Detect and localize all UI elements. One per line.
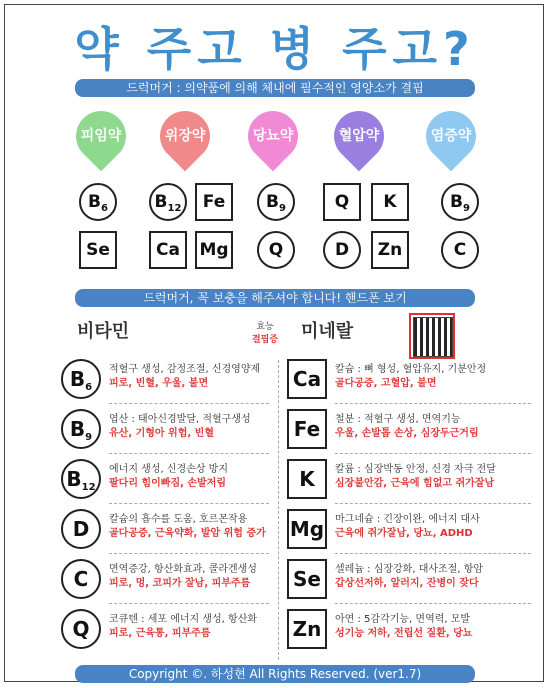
mineral-icon: Zn [287, 609, 327, 649]
column-divider [278, 360, 280, 660]
deficit-text: 갑상선저하, 알러지, 잔병이 잦다 [335, 578, 479, 589]
nutrient-badge: Q [323, 183, 361, 221]
nutrient-badge: $B_9$ [257, 183, 295, 221]
qr-code-icon[interactable] [413, 317, 453, 357]
vitamin-icon: D [61, 509, 101, 549]
deficit-text: 심장불안감, 근육에 힘없고 쥐가잘남 [335, 478, 495, 489]
deficit-text: 근육에 쥐가잘남, 당뇨, ADHD [335, 528, 473, 539]
nutrient-badge: Se [79, 231, 117, 269]
effect-text: 에너지 생성, 신경손상 방지 [109, 464, 228, 475]
effect-text: 철분 : 적혈구 생성, 면역기능 [335, 414, 461, 425]
drug-label: 피임약 [80, 128, 122, 144]
vitamin-icon: $B_{12}$ [61, 459, 101, 499]
nutrient-badge: Mg [195, 231, 233, 269]
footer: Copyright ©. 하성현 All Rights Reserved. (ver1.7) [75, 665, 475, 683]
mineral-icon: Fe [287, 409, 327, 449]
mineral-icon: Ca [287, 359, 327, 399]
nutrient-badge: Zn [371, 231, 409, 269]
effect-text: 적혈구 생성, 감정조절, 신경영양제 [109, 364, 261, 375]
divider [335, 553, 531, 554]
effect-text: 아연 : 5감각기능, 면역력, 모발 [335, 614, 471, 625]
effect-text: 코큐텐 : 세포 에너지 생성, 항산화 [109, 614, 258, 625]
mineral-item [335, 413, 539, 441]
mineral-item [335, 513, 539, 541]
banner-top: 드럭머거 : 의약품에 의해 체내에 필수적인 영양소가 결핍 [75, 79, 475, 97]
vitamin-item [109, 613, 275, 641]
drug-pin-1 [67, 105, 135, 173]
deficit-text: 피로, 빈혈, 우울, 불면 [109, 378, 209, 389]
mineral-item [335, 463, 539, 491]
deficit-text: 골다공증, 근육약화, 발암 위험 증가 [109, 528, 266, 539]
nutrient-badge: C [441, 231, 479, 269]
vitamin-item [109, 363, 275, 391]
effect-text: 칼륨 : 심장박동 안정, 신경 자극 전달 [335, 464, 496, 475]
nutrient-badge: Ca [149, 231, 187, 269]
effect-text: 엽산 : 태아신경발달, 적혈구생성 [109, 414, 251, 425]
legend-deficit: 결핍증 [251, 335, 279, 345]
divider [335, 453, 531, 454]
nutrient-badge: $B_6$ [79, 183, 117, 221]
divider [109, 553, 269, 554]
mineral-icon: K [287, 459, 327, 499]
divider [109, 503, 269, 504]
vitamin-item [109, 413, 275, 441]
divider [109, 403, 269, 404]
drug-pin-5 [417, 105, 485, 173]
mineral-icon: Se [287, 559, 327, 599]
deficit-text: 팔다리 힘이빠짐, 손발저림 [109, 478, 227, 489]
mineral-icon: Mg [287, 509, 327, 549]
effect-text: 셀레늄 : 심장강화, 대사조절, 항암 [335, 564, 484, 575]
vitamin-icon: $B_6$ [61, 359, 101, 399]
deficit-text: 골다공증, 고혈압, 불면 [335, 378, 437, 389]
effect-text: 칼슘의 흡수를 도움, 호르몬작용 [109, 514, 248, 525]
deficit-text: 피로, 근육통, 피부주름 [109, 628, 211, 639]
drug-label: 위장약 [164, 128, 206, 144]
mineral-item [335, 363, 539, 391]
deficit-text: 우울, 손발톱 손상, 심장두근거림 [335, 428, 479, 439]
vitamin-icon: $B_9$ [61, 409, 101, 449]
nutrient-badge: Q [257, 231, 295, 269]
page-title: 약 주고 병 주고? [74, 22, 476, 76]
divider [335, 503, 531, 504]
deficit-text: 유산, 기형아 위험, 빈혈 [109, 428, 214, 439]
section-mineral: 미네랄 [301, 321, 354, 342]
section-vitamin: 비타민 [77, 321, 130, 342]
drug-label: 혈압약 [338, 128, 380, 144]
divider [335, 403, 531, 404]
divider [109, 603, 269, 604]
vitamin-item [109, 563, 275, 591]
drug-label: 염증약 [430, 128, 472, 144]
drug-label: 당뇨약 [252, 128, 294, 144]
nutrient-badge: $B_9$ [441, 183, 479, 221]
nutrient-badge: K [371, 183, 409, 221]
nutrient-badge: D [323, 231, 361, 269]
vitamin-icon: Q [61, 609, 101, 649]
vitamin-item [109, 513, 275, 541]
drug-pin-2 [151, 105, 219, 173]
nutrient-badge: Fe [195, 183, 233, 221]
nutrient-badge: $B_{12}$ [149, 183, 187, 221]
effect-text: 마그네슘 : 긴장이완, 에너지 대사 [335, 514, 480, 525]
poster-frame [4, 4, 544, 682]
divider [335, 603, 531, 604]
drug-pin-3 [239, 105, 307, 173]
banner-mid[interactable]: 드럭머거, 꼭 보충을 해주셔야 합니다! 핸드폰 보기 [75, 289, 475, 307]
deficit-text: 피로, 멍, 코피가 잘남, 피부주름 [109, 578, 251, 589]
effect-text: 면역증강, 항산화효과, 콜라겐생성 [109, 564, 257, 575]
deficit-text: 성기능 저하, 전립선 질환, 당뇨 [335, 628, 473, 639]
mineral-item [335, 563, 539, 591]
drug-pin-4 [325, 105, 393, 173]
vitamin-item [109, 463, 275, 491]
legend-effect: 효능 [256, 322, 274, 332]
vitamin-icon: C [61, 559, 101, 599]
mineral-item [335, 613, 539, 641]
effect-text: 칼슘 : 뼈 형성, 혈압유지, 기분안정 [335, 364, 487, 375]
divider [109, 453, 269, 454]
